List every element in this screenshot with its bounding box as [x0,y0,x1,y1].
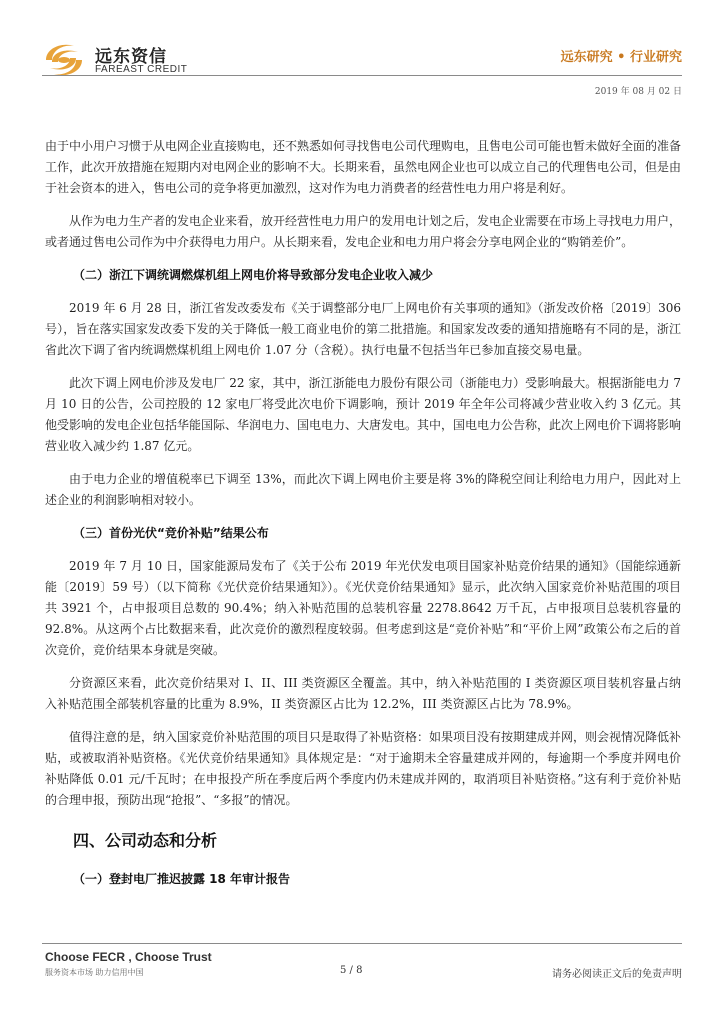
paragraph: 由于电力企业的增值税率已下调至 13%，而此次下调上网电价主要是将 3%的降税空间让利给电力用户，因此对上述企业的利润影响相对较小。 [45,472,681,507]
footer-tagline: 服务资本市场 助力信用中国 [45,968,144,977]
paragraph: 分资源区来看，此次竞价结果对 I、II、III 类资源区全覆盖。其中，纳入补贴范围的 I 类资源区项目装机容量占纳入补贴范围全部装机容量的比重为 8.9%，II 类资源区占比为 12.2%，III 类资源区占比为 78.9%。 [45,676,681,711]
paragraph: 从作为电力生产者的发电企业来看，放开经营性电力用户的发用电计划之后，发电企业需要在市场上寻找电力用户，或者通过售电公司作为中介获得电力用户。从长期来看，发电企业和电力用户将会分享电网企业的“购销差价”。 [45,214,682,249]
logo-chinese-name: 远东资信 [95,47,167,67]
paragraph: 值得注意的是，纳入国家竞价补贴范围的项目只是取得了补贴资格：如果项目没有按期建成并网，则会视情况降低补贴，或被取消补贴资格。《光伏竞价结果通知》具体规定是：“对于逾期未全容量建成并网的，每逾期一个季度并网电价补贴降低 0.01 元/千瓦时；在申报投产所在季度后两个季度内仍未建成并网的，取消项目补贴资格。”这有利于竞价补贴的合理申报，预防出现“抢报”、“多报”的情况。 [45,730,682,807]
research-category: 远东研究 • 行业研究 [560,50,682,65]
company-logo [40,40,225,80]
paragraph: 2019 年 6 月 28 日，浙江省发改委发布《关于调整部分电厂上网电价有关事项的通知》（浙发改价格〔2019〕306 号），旨在落实国家发改委下发的关于降低一般工商业电价的第二批措施。和国家发改委的通知措施略有不同的是，浙江省此次下调了省内统调燃煤机组上网电价 1.07 分（含税）。执行电量不包括当年已参加直接交易电量。 [45,301,681,357]
subsection-heading: （一）登封电厂推迟披露 18 年审计报告 [73,872,291,886]
footer-divider [42,943,682,944]
paragraph: 由于中小用户习惯于从电网企业直接购电，还不熟悉如何寻找售电公司代理购电，且售电公司可能也暂未做好全面的准备工作，此次开放措施在短期内对电网企业的影响不大。长期来看，虽然电网企业也可以成立自己的代理售电公司，但是由于社会资本的进入，售电公司的竞争将更加激烈，这对作为电力消费者的经营性电力用户将是利好。 [45,139,682,195]
paragraph: 2019 年 7 月 10 日，国家能源局发布了《关于公布 2019 年光伏发电项目国家补贴竞价结果的通知》（国能综通新能〔2019〕59 号）（以下简称《光伏竞价结果通知》）。《光伏竞价结果通知》显示，此次纳入国家竞价补贴范围的项目共 3921 个，占申报项目总数的 90.4%；纳入补贴范围的总装机容量 2278.8642 万千瓦，占申报项目总装机容量的 92.8%。从这两个占比数据来看，此次竞价的激烈程度较弱。但考虑到这是“竞价补贴”和“平价上网”政策公布之后的首次竞价，竞价结果本身就是突破。 [45,559,681,657]
disclaimer-note: 请务必阅读正文后的免责声明 [552,969,682,980]
subsection-heading: （二）浙江下调统调燃煤机组上网电价将导致部分发电企业收入减少 [73,268,434,282]
report-body [45,136,681,902]
logo-english-name: FAREAST CREDIT [95,64,188,75]
logo-mark-icon [40,40,88,80]
page-number: 5 / 8 [340,965,363,976]
report-date: 2019 年 08 月 02 日 [594,87,682,97]
header-divider [42,75,682,76]
page-header [0,0,724,100]
subsection-heading: （三）首份光伏“竞价补贴”结果公布 [73,526,269,540]
section-heading: 四、公司动态和分析 [73,831,218,850]
paragraph: 此次下调上网电价涉及发电厂 22 家，其中，浙江浙能电力股份有限公司（浙能电力）受影响最大。根据浙能电力 7 月 10 日的公告，公司控股的 12 家电厂将受此次电价下调影响，预计 2019 年全年公司将减少营业收入约 3 亿元。其他受影响的发电企业包括华能国际、华润电力、国电电力、大唐发电。其中，国电电力公告称，此次上网电价下调将影响营业收入减少约 1.87 亿元。 [45,376,682,453]
footer-slogan: Choose FECR , Choose Trust [45,950,212,964]
